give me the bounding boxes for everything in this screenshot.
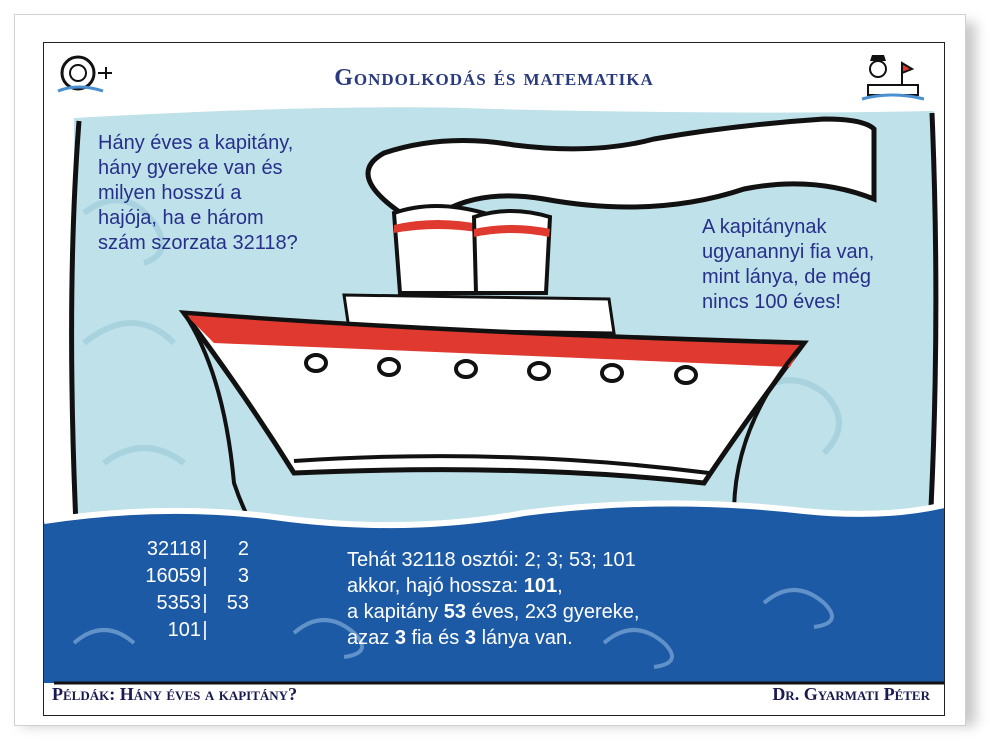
- answer-text-part: a kapitány: [347, 601, 439, 623]
- info-line: ugyanannyi fia van,: [702, 241, 875, 263]
- answer-text-part: azaz: [347, 627, 390, 649]
- division-factor: 2: [237, 538, 249, 560]
- ship-length-value: 101: [523, 575, 558, 597]
- division-row: [119, 536, 249, 563]
- question-line: Hány éves a kapitány,: [98, 132, 294, 154]
- division-table: [119, 536, 249, 644]
- answer-text: [347, 547, 767, 651]
- sons-count-value: 3: [394, 627, 406, 649]
- slide-frame: [43, 42, 945, 716]
- division-number: 32118: [146, 538, 201, 560]
- question-line: szám szorzata 32118?: [98, 232, 298, 254]
- division-factor: 53: [226, 592, 249, 614]
- page-title: Gondolkodás és matematika: [334, 65, 654, 91]
- captain-age-value: 53: [443, 601, 466, 623]
- answer-text-part: ,: [557, 575, 563, 597]
- answer-line-2: [347, 573, 767, 599]
- division-bar: |: [202, 592, 208, 614]
- smokestacks: [394, 206, 550, 293]
- division-number: 101: [167, 619, 201, 641]
- division-bar: |: [202, 538, 208, 560]
- division-factor: [209, 617, 249, 644]
- question-line: milyen hosszú a: [98, 182, 242, 204]
- division-row: [119, 563, 249, 590]
- answer-line-4: [347, 625, 767, 651]
- question-text: [98, 131, 358, 256]
- info-line: nincs 100 éves!: [702, 291, 841, 313]
- division-bar: |: [202, 619, 208, 641]
- answer-text-part: lánya van.: [481, 627, 573, 649]
- division-factor: 3: [237, 565, 249, 587]
- info-text: [702, 215, 932, 315]
- footer-left: Példák: Hány éves a kapitány?: [52, 684, 298, 704]
- question-line: hány gyereke van és: [98, 157, 283, 179]
- info-line: mint lánya, de még: [702, 266, 871, 288]
- answer-text-part: fia és: [411, 627, 460, 649]
- division-row: [119, 617, 249, 644]
- division-bar: |: [202, 565, 208, 587]
- daughters-count-value: 3: [464, 627, 476, 649]
- division-number: 16059: [145, 565, 201, 587]
- answer-text-part: éves, 2x3 gyereke,: [471, 601, 640, 623]
- answer-line-3: [347, 599, 767, 625]
- division-row: [119, 590, 249, 617]
- question-line: hajója, ha e három: [98, 207, 264, 229]
- answer-text-part: akkor, hajó hossza:: [347, 575, 519, 597]
- footer-right: Dr. Gyarmati Péter: [772, 684, 930, 704]
- info-line: A kapitánynak: [702, 216, 827, 238]
- division-number: 5353: [156, 592, 201, 614]
- answer-line-1: Tehát 32118 osztói: 2; 3; 53; 101: [347, 549, 636, 571]
